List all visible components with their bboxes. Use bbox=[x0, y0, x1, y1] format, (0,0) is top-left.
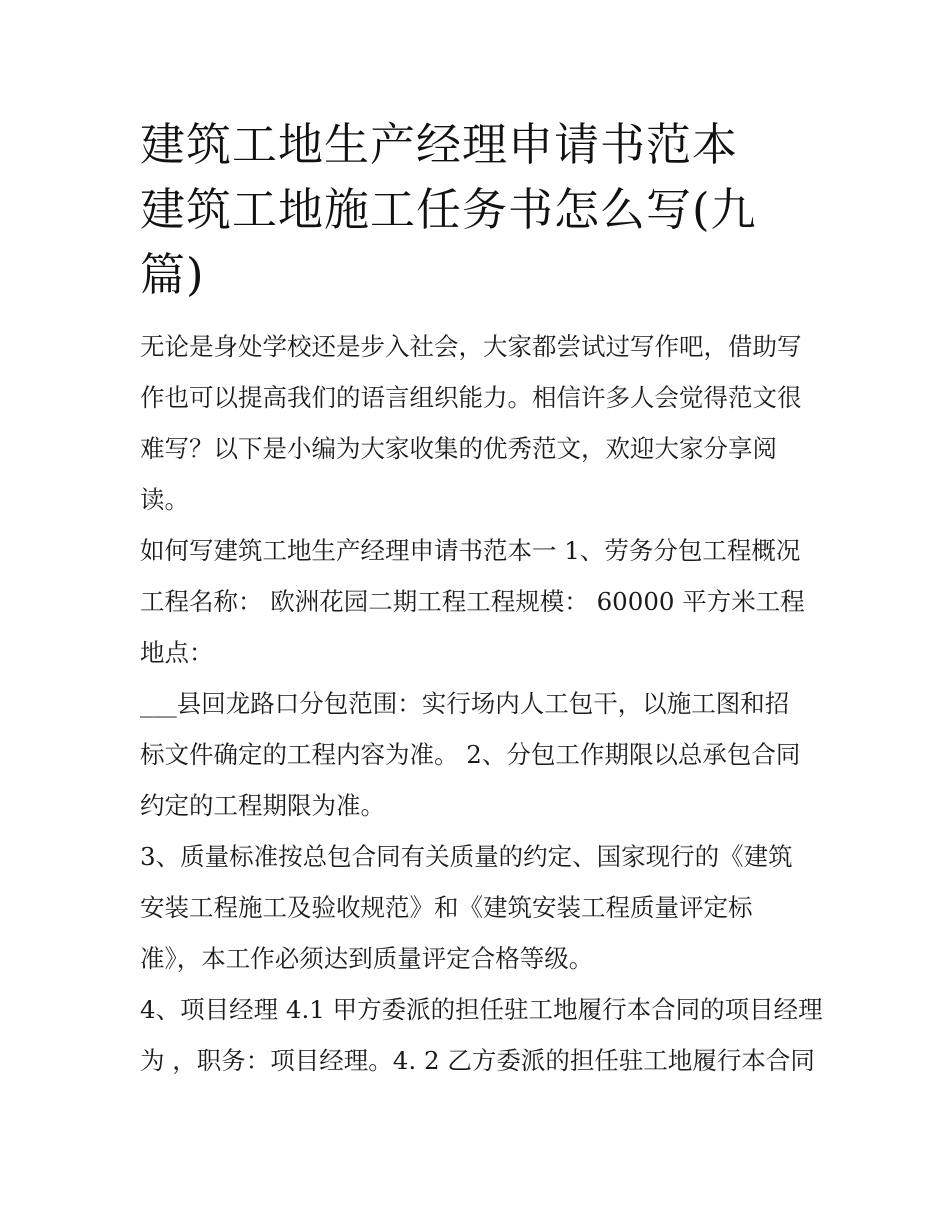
text-line: 标文件确定的工程内容为准。 2、分包工作期限以总承包合同 bbox=[140, 740, 801, 769]
text-line: 无论是身处学校还是步入社会，大家都尝试过写作吧，借助写 bbox=[140, 332, 802, 361]
paragraph-scope bbox=[140, 678, 820, 831]
document-title bbox=[140, 112, 820, 307]
text-line: 准》，本工作必须达到质量评定合格等级。 bbox=[140, 944, 594, 973]
text-line: 为 ，职务：项目经理。4. 2 乙方委派的担任驻工地履行本合同 bbox=[140, 1046, 815, 1075]
text-line: 读。 bbox=[140, 485, 189, 514]
text-line: 作也可以提高我们的语言组织能力。相信许多人会觉得范文很 bbox=[140, 383, 802, 412]
text-line: ___县回龙路口分包范围：实行场内人工包干，以施工图和招 bbox=[140, 689, 790, 718]
text-line: 4、项目经理 4.1 甲方委派的担任驻工地履行本合同的项目经理 bbox=[140, 995, 823, 1024]
text-line: 3、质量标准按总包合同有关质量的约定、国家现行的《建筑 bbox=[140, 842, 793, 871]
text-line: 安装工程施工及验收规范》和《建筑安装工程质量评定标 bbox=[140, 893, 753, 922]
paragraph-intro bbox=[140, 321, 820, 525]
text-line: 如何写建筑工地生产经理申请书范本一 1、劳务分包工程概况 bbox=[140, 536, 801, 565]
title-line: 篇) bbox=[140, 248, 205, 301]
title-line: 建筑工地施工任务书怎么写(九 bbox=[140, 183, 757, 236]
text-line: 地点： bbox=[140, 638, 214, 667]
text-line: 难写？以下是小编为大家收集的优秀范文，欢迎大家分享阅 bbox=[140, 434, 777, 463]
text-line: 约定的工程期限为准。 bbox=[140, 791, 385, 820]
paragraph-quality-standard bbox=[140, 831, 820, 984]
paragraph-project-manager bbox=[140, 984, 823, 1086]
title-line: 建筑工地生产经理申请书范本 bbox=[140, 118, 739, 171]
text-line: 工程名称： 欧洲花园二期工程工程规模： 60000 平方米工程 bbox=[140, 587, 805, 616]
paragraph-project-overview bbox=[140, 525, 820, 678]
document-body bbox=[140, 321, 823, 1086]
document-page bbox=[140, 112, 823, 1086]
